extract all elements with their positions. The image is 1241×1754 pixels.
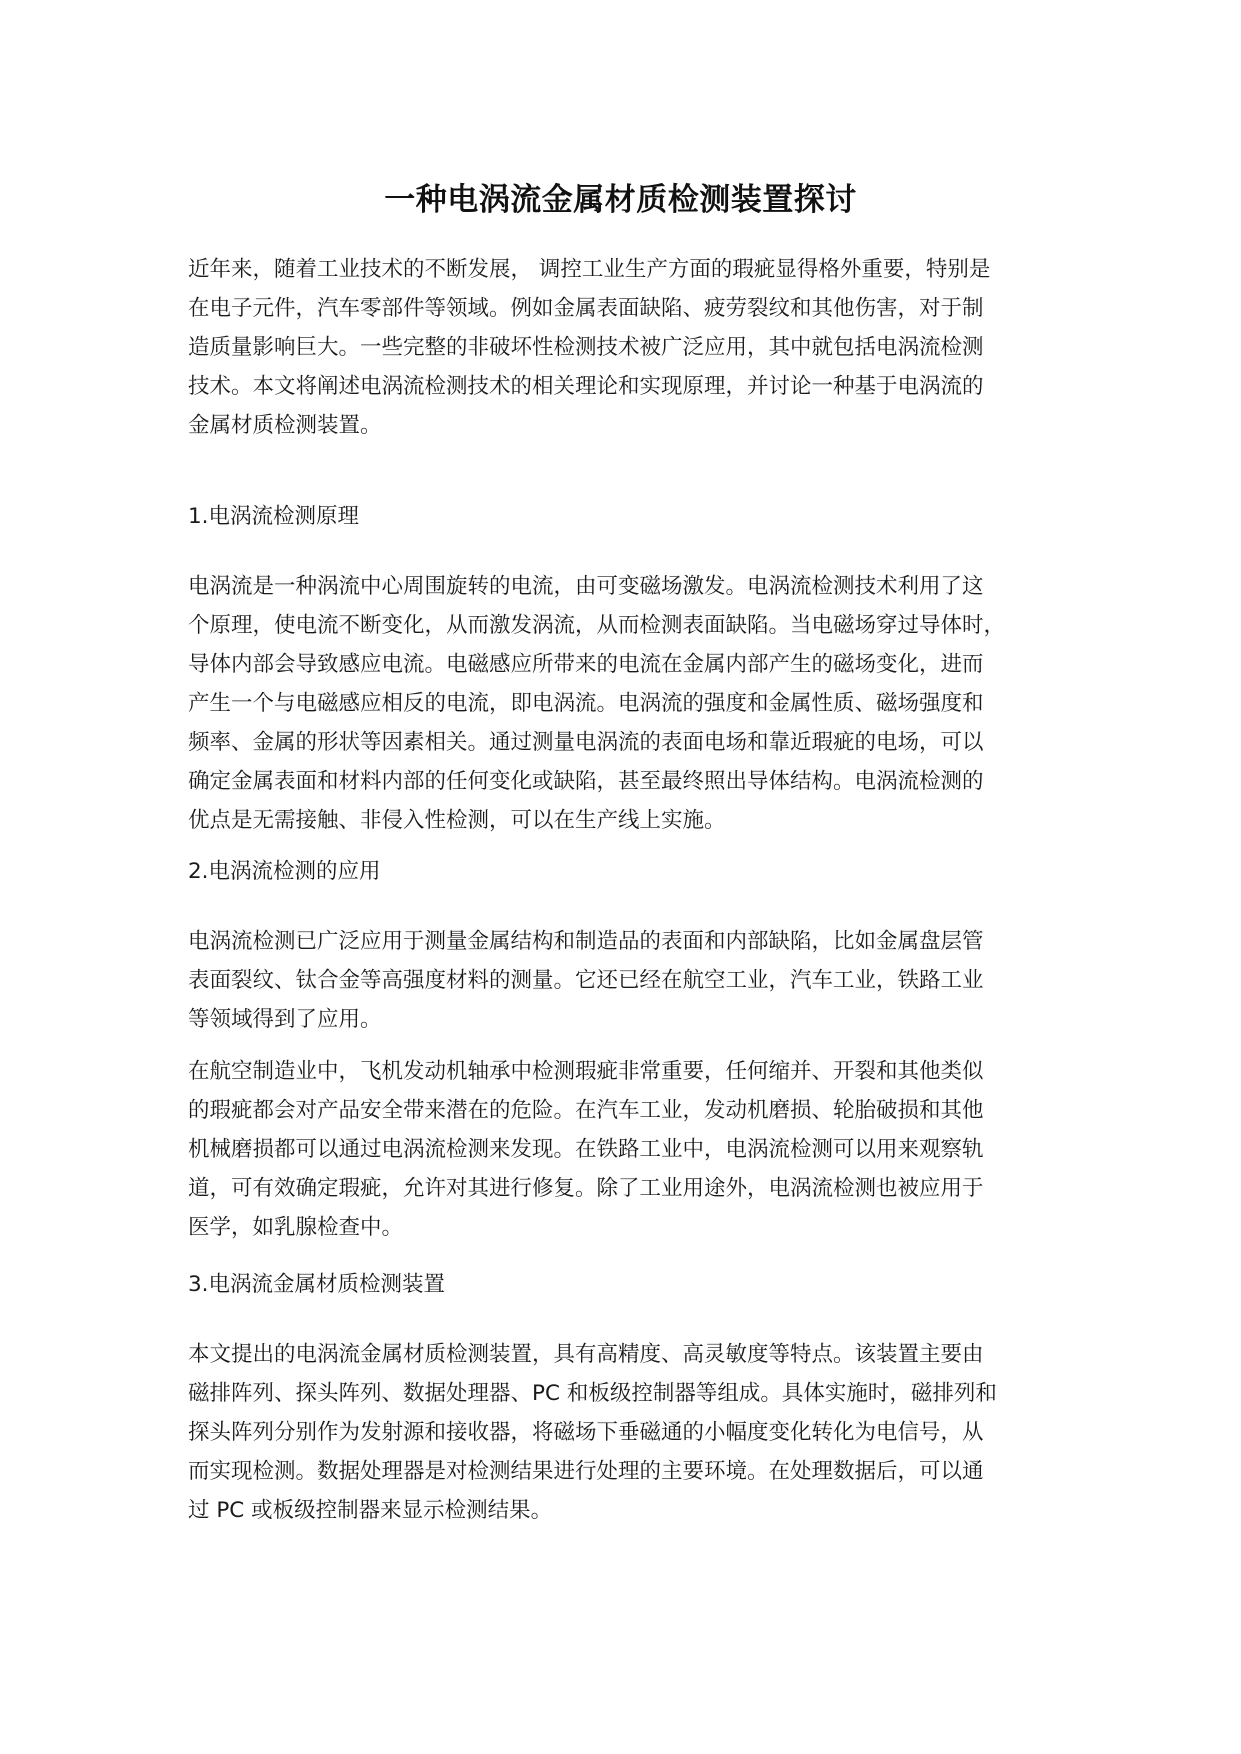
paragraph-line: 等领域得到了应用。 [188, 1007, 382, 1032]
section1-paragraph [188, 567, 1068, 840]
paragraph-line: 导体内部会导致感应电流。电磁感应所带来的电流在金属内部产生的磁场变化，进而 [188, 652, 984, 677]
paragraph-line: 电涡流是一种涡流中心周围旋转的电流，由可变磁场激发。电涡流检测技术利用了这 [188, 574, 984, 599]
paragraph-line: 确定金属表面和材料内部的任何变化或缺陷，甚至最终照出导体结构。电涡流检测的 [188, 769, 984, 794]
paragraph-line: 频率、金属的形状等因素相关。通过测量电涡流的表面电场和靠近瑕疵的电场，可以 [188, 730, 984, 755]
section-heading-3: 3.电涡流金属材质检测装置 [188, 1272, 446, 1297]
paragraph-line: 机械磨损都可以通过电涡流检测来发现。在铁路工业中，电涡流检测可以用来观察轨 [188, 1137, 984, 1162]
paragraph-line: 医学，如乳腺检查中。 [188, 1215, 404, 1240]
section-heading-2: 2.电涡流检测的应用 [188, 859, 381, 884]
paragraph-line: 道，可有效确定瑕疵，允许对其进行修复。除了工业用途外，电涡流检测也被应用于 [188, 1176, 984, 1201]
section2-paragraph-2 [188, 1052, 1068, 1247]
paragraph-line: 金属材质检测装置。 [188, 413, 382, 438]
paragraph-line: 近年来，随着工业技术的不断发展， 调控工业生产方面的瑕疵显得格外重要，特别是 [188, 257, 991, 282]
paragraph-line: 优点是无需接触、非侵入性检测，可以在生产线上实施。 [188, 808, 726, 833]
paragraph-line: 而实现检测。数据处理器是对检测结果进行处理的主要环境。在处理数据后，可以通 [188, 1459, 984, 1484]
paragraph-line: 探头阵列分别作为发射源和接收器，将磁场下垂磁通的小幅度变化转化为电信号，从 [188, 1420, 984, 1445]
paragraph-line: 表面裂纹、钛合金等高强度材料的测量。它还已经在航空工业，汽车工业，铁路工业 [188, 968, 984, 993]
paragraph-line: 个原理，使电流不断变化，从而激发涡流，从而检测表面缺陷。当电磁场穿过导体时， [188, 613, 1006, 638]
intro-paragraph [188, 250, 1068, 445]
section3-paragraph [188, 1335, 1068, 1530]
paragraph-line: 产生一个与电磁感应相反的电流，即电涡流。电涡流的强度和金属性质、磁场强度和 [188, 691, 984, 716]
document-title: 一种电涡流金属材质检测装置探讨 [384, 182, 857, 218]
section-heading-1: 1.电涡流检测原理 [188, 504, 360, 529]
paragraph-line: 在航空制造业中，飞机发动机轴承中检测瑕疵非常重要，任何缩并、开裂和其他类似 [188, 1059, 984, 1084]
paragraph-line: 造质量影响巨大。一些完整的非破坏性检测技术被广泛应用，其中就包括电涡流检测 [188, 335, 984, 360]
paragraph-line: 磁排阵列、探头阵列、数据处理器、PC 和板级控制器等组成。具体实施时，磁排列和 [188, 1381, 997, 1406]
paragraph-line: 技术。本文将阐述电涡流检测技术的相关理论和实现原理，并讨论一种基于电涡流的 [188, 374, 984, 399]
paragraph-line: 过 PC 或板级控制器来显示检测结果。 [188, 1498, 553, 1523]
paragraph-line: 的瑕疵都会对产品安全带来潜在的危险。在汽车工业，发动机磨损、轮胎破损和其他 [188, 1098, 984, 1123]
paragraph-line: 电涡流检测已广泛应用于测量金属结构和制造品的表面和内部缺陷，比如金属盘层管 [188, 929, 984, 954]
paragraph-line: 在电子元件，汽车零部件等领域。例如金属表面缺陷、疲劳裂纹和其他伤害，对于制 [188, 296, 984, 321]
paragraph-line: 本文提出的电涡流金属材质检测装置，具有高精度、高灵敏度等特点。该装置主要由 [188, 1342, 984, 1367]
section2-paragraph-1 [188, 922, 1068, 1039]
